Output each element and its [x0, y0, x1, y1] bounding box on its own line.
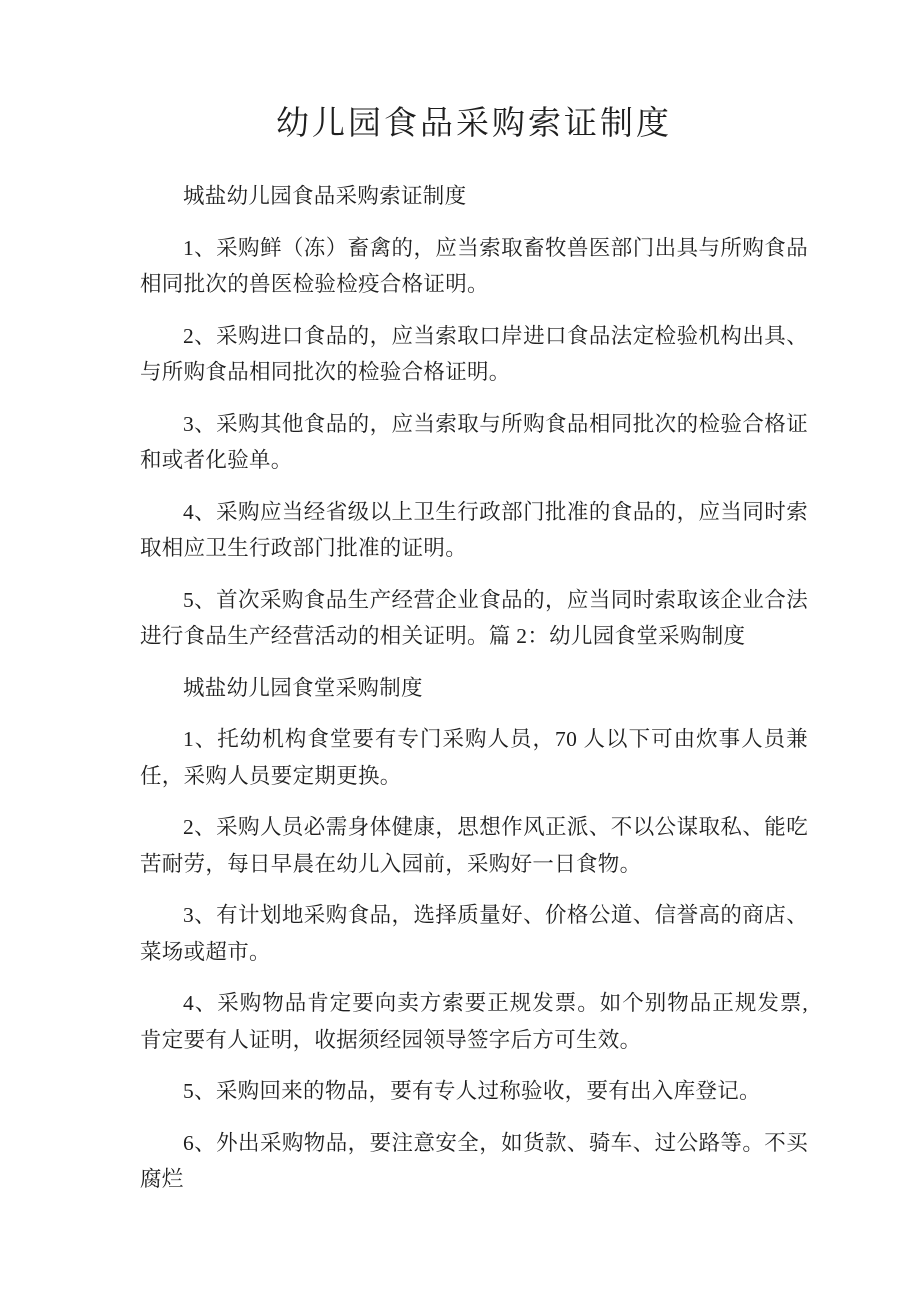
- paragraph: 4、采购应当经省级以上卫生行政部门批准的食品的，应当同时索取相应卫生行政部门批准的证明。: [140, 499, 808, 560]
- paragraph: 5、采购回来的物品，要有专人过称验收，要有出入库登记。: [183, 1079, 761, 1103]
- paragraph: 3、采购其他食品的，应当索取与所购食品相同批次的检验合格证和或者化验单。: [140, 411, 808, 472]
- paragraph: 2、采购进口食品的，应当索取口岸进口食品法定检验机构出具、与所购食品相同批次的检验合格证明。: [140, 323, 808, 384]
- paragraph: 1、托幼机构食堂要有专门采购人员，70 人以下可由炊事人员兼任，采购人员要定期更换。: [140, 727, 808, 788]
- paragraph: 4、采购物品肯定要向卖方索要正规发票。如个别物品正规发票,肯定要有人证明，收据须经园领导签字后方可生效。: [140, 991, 808, 1052]
- paragraph: 5、首次采购食品生产经营企业食品的，应当同时索取该企业合法进行食品生产经营活动的相关证明。篇 2：幼儿园食堂采购制度: [140, 587, 808, 648]
- paragraph: 3、有计划地采购食品，选择质量好、价格公道、信誉高的商店、菜场或超市。: [140, 903, 808, 964]
- page-title: 幼儿园食品采购索证制度: [276, 106, 672, 142]
- section-heading: 城盐幼儿园食品采购索证制度: [183, 184, 467, 208]
- paragraph: 2、采购人员必需身体健康，思想作风正派、不以公谋取私、能吃苦耐劳，每日早晨在幼儿入园前，采购好一日食物。: [140, 815, 808, 876]
- section-heading: 城盐幼儿园食堂采购制度: [183, 675, 423, 700]
- paragraph: 1、采购鲜（冻）畜禽的，应当索取畜牧兽医部门出具与所购食品相同批次的兽医检验检疫合格证明。: [140, 235, 808, 296]
- paragraph: 6、外出采购物品，要注意安全，如货款、骑车、过公路等。不买腐烂: [140, 1130, 808, 1191]
